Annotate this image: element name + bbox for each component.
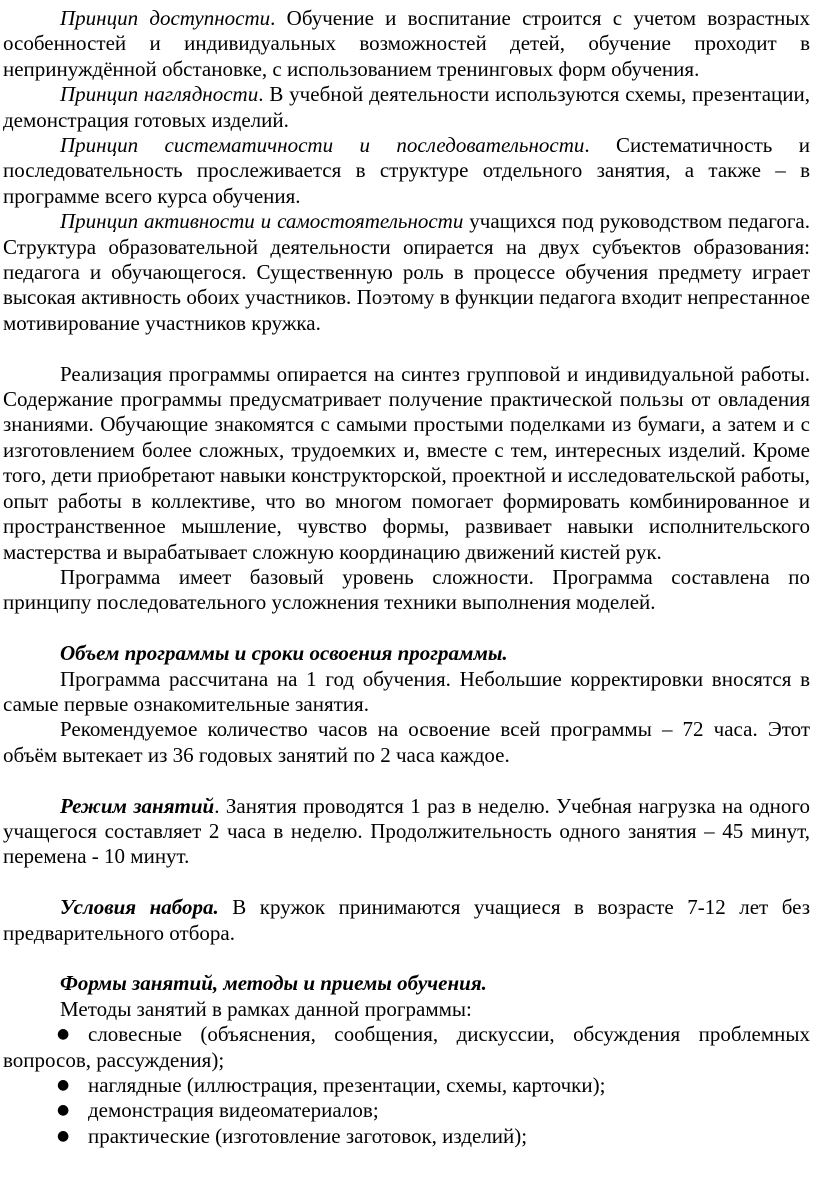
admission-text: В кружок принимаются учащиеся в возрасте 7-12 лет без предварительного отбора. xyxy=(3,895,811,945)
principle-activity-title: Принцип активности и самостоятельности xyxy=(60,209,464,234)
volume-paragraph-1: Программа рассчитана на 1 год обучения. Небольшие корректировки вносятся в самые первые ознакомительные занятия. xyxy=(3,666,810,716)
admission-paragraph xyxy=(3,895,810,946)
bullet-icon: ● xyxy=(57,1026,70,1043)
realization-paragraph: Реализация программы опирается на синтез групповой и индивидуальной работы. Содержание программы предусматривает получение практической пользы от овладения знаниями. Обучающие знакомятся с самыми простыми поделками из бумаги, а затем и с изготовлением более сложных, трудоемких и, вместе с тем, интересных изделий. Кроме того, дети приобретают навыки конструкторской, проектной и исследовательской работы, опыт работы в коллективе, что во многом помогает формировать комбинированное и пространственное мышление, чувство формы, развивает навыки исполнительского мастерства и вырабатывает сложную координацию движений кистей рук. xyxy=(3,361,810,564)
schedule-heading: Режим занятий xyxy=(60,793,215,818)
list-item xyxy=(3,1073,810,1098)
principle-visibility-title: Принцип наглядности xyxy=(60,82,259,107)
paragraph-gap xyxy=(3,336,810,361)
principle-activity-text: учащихся под руководством педагога. Структура образовательной деятельности опирается на двух субъектов образования: педагога и обучающегося. Существенную роль в процессе обучения предмету играет высокая активность обоих участников. Поэтому в функции педагога входит непрестанное мотивирование участников кружка. xyxy=(3,209,811,335)
principle-visibility-text: . В учебной деятельности используются схемы, презентации, демонстрация готовых изделий. xyxy=(3,82,810,132)
volume-heading xyxy=(3,641,810,666)
principle-accessibility-title: Принцип доступности xyxy=(60,6,271,30)
volume-heading-text: Объем программы и сроки освоения программы. xyxy=(60,641,508,666)
bullet-icon: ● xyxy=(57,1102,70,1119)
list-item-text: демонстрация видеоматериалов; xyxy=(88,1098,379,1123)
bullet-icon: ● xyxy=(57,1127,70,1144)
paragraph-gap xyxy=(3,768,810,793)
principle-activity xyxy=(3,209,810,336)
complexity-paragraph: Программа имеет базовый уровень сложности. Программа составлена по принципу последовательного усложнения техники выполнения моделей. xyxy=(3,564,810,615)
schedule-text: . Занятия проводятся 1 раз в неделю. Учебная нагрузка на одного учащегося составляет 2 часа в неделю. Продолжительность одного занятия – 45 минут, перемена - 10 минут. xyxy=(3,793,810,869)
volume-paragraph-2: Рекомендуемое количество часов на освоение всей программы – 72 часа. Этот объём вытекает из 36 годовых занятий по 2 часа каждое. xyxy=(3,717,810,767)
paragraph-gap xyxy=(3,616,810,641)
methods-list xyxy=(3,1022,810,1149)
schedule-paragraph xyxy=(3,794,810,870)
principle-visibility xyxy=(3,82,810,133)
forms-heading xyxy=(3,971,810,996)
forms-heading-text: Формы занятий, методы и приемы обучения. xyxy=(60,971,487,996)
list-item-text: практические (изготовление заготовок, изделий); xyxy=(88,1123,528,1148)
principle-systematic xyxy=(3,133,810,209)
forms-intro: Методы занятий в рамках данной программы: xyxy=(60,996,472,1021)
paragraph-gap xyxy=(3,946,810,971)
list-item xyxy=(3,1022,810,1073)
bullet-icon: ● xyxy=(57,1076,70,1093)
paragraph-gap xyxy=(3,870,810,895)
principle-systematic-title: Принцип систематичности и последовательности xyxy=(60,133,585,158)
principle-systematic-text: . Систематичность и последовательность прослеживается в структуре отдельного занятия, а также – в программе всего курса обучения. xyxy=(3,133,810,208)
principle-accessibility-text: . Обучение и воспитание строится с учетом возрастных особенностей и индивидуальных возможностей детей, обучение проходит в непринуждённой обстановке, с использованием тренинговых форм обучения. xyxy=(3,6,810,81)
list-item-text: наглядные (иллюстрация, презентации, схемы, карточки); xyxy=(88,1072,606,1097)
list-item-text: словесные (объяснения, сообщения, дискуссии, обсуждения проблемных вопросов, рассуждения); xyxy=(3,1022,810,1072)
principle-accessibility xyxy=(3,6,810,82)
admission-heading: Условия набора. xyxy=(60,895,219,920)
list-item xyxy=(3,1098,810,1123)
list-item xyxy=(3,1124,810,1149)
